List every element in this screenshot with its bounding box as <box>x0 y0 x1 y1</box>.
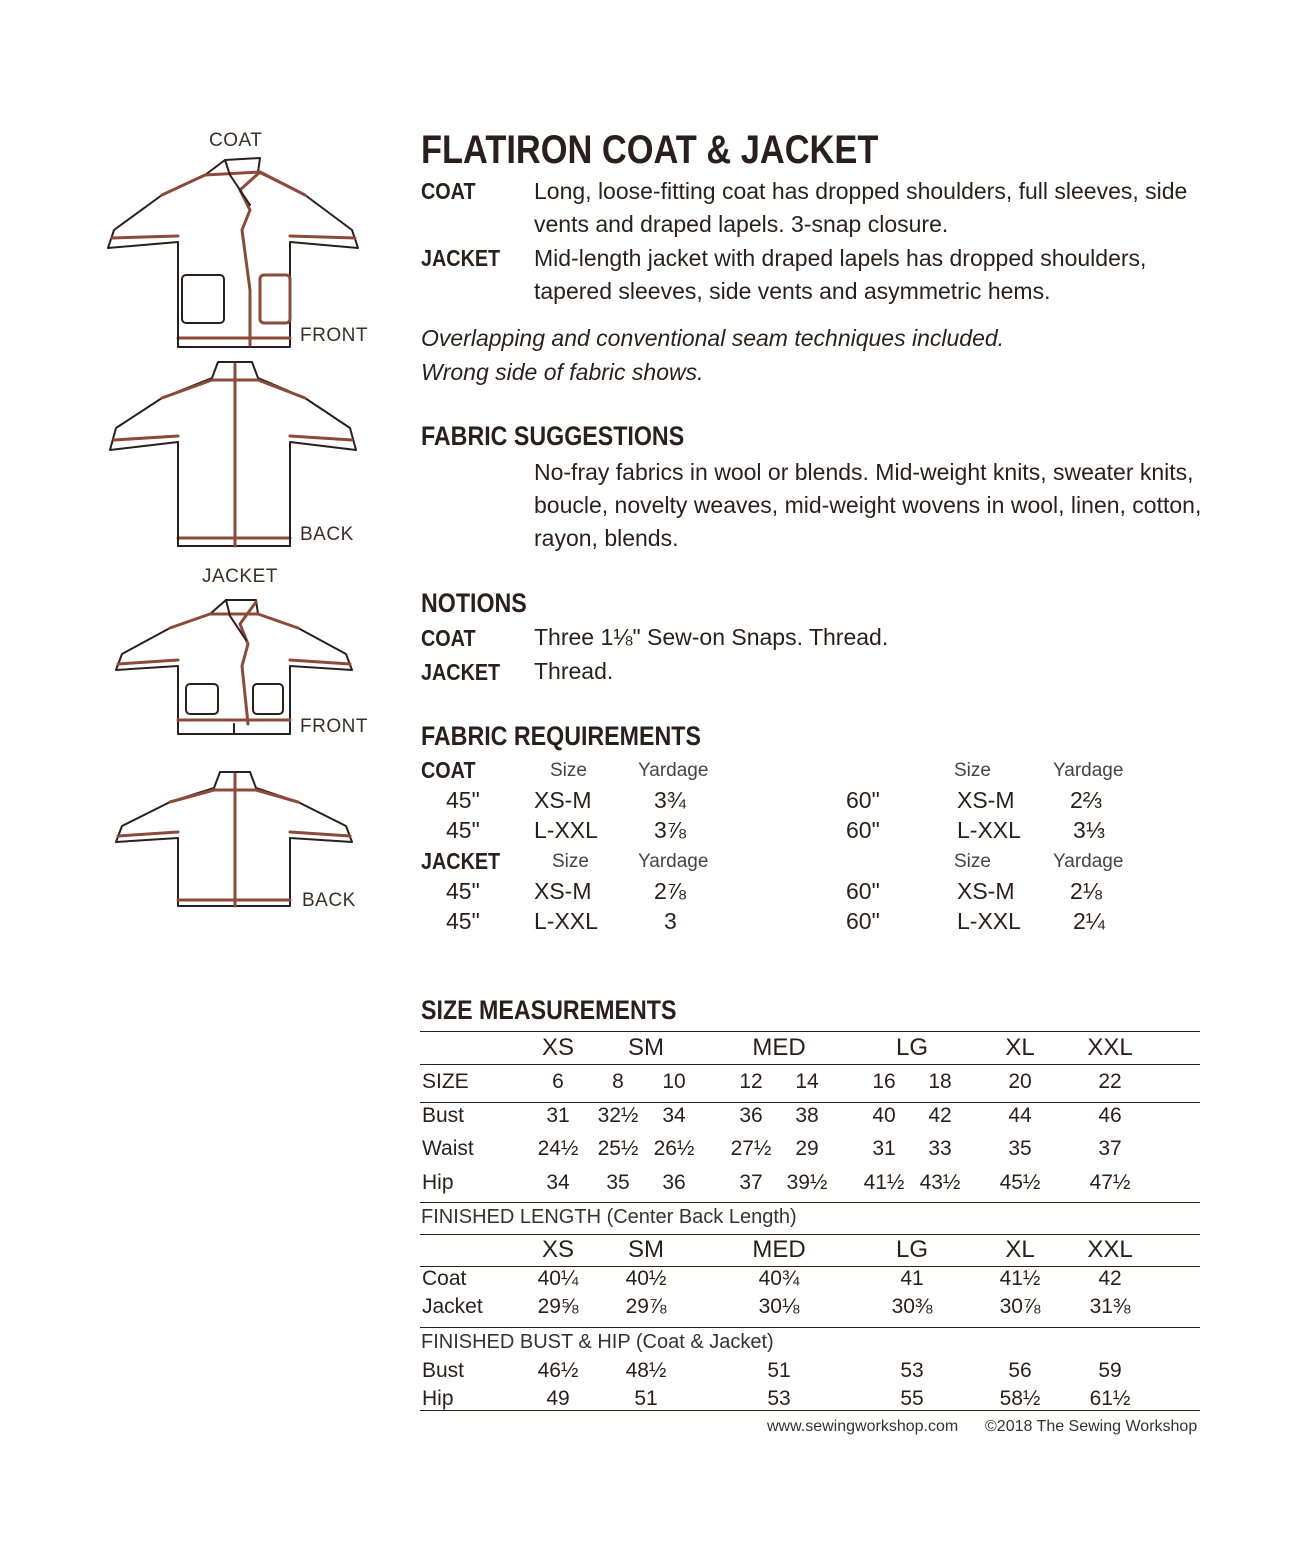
req-jacket-size: XS-M <box>534 878 592 904</box>
table-cell: 6 <box>552 1070 564 1093</box>
size-group: XS <box>541 1034 575 1061</box>
table-cell: 42 <box>1098 1267 1122 1290</box>
finished-bust-hip-title: FINISHED BUST & HIP (Coat & Jacket) <box>421 1331 774 1353</box>
req-coat-width: 45" <box>446 817 480 843</box>
table-row <box>420 1387 1200 1417</box>
page-title: FLATIRON COAT & JACKET <box>421 128 879 172</box>
table-row <box>420 1359 1200 1389</box>
coat-back-label: BACK <box>300 524 354 545</box>
table-cell: 51 <box>634 1387 658 1410</box>
req-coat-size: L-XXL <box>534 817 598 843</box>
table-cell: 53 <box>767 1387 791 1410</box>
notions-jacket-text: Thread. <box>534 658 614 684</box>
req-coat-size-60: XS-M <box>957 787 1015 813</box>
jacket-description <box>534 242 1146 308</box>
req-jacket-yardage-header-60: Yardage <box>1053 851 1124 872</box>
table-cell: 30⅞ <box>999 1295 1041 1318</box>
table-cell: 22 <box>1098 1070 1122 1093</box>
table-cell: 38 <box>795 1104 819 1127</box>
table-cell: 56 <box>1008 1359 1032 1382</box>
notions-jacket-label: JACKET <box>421 659 501 685</box>
table-cell: 30⅛ <box>758 1295 800 1318</box>
table-cell: 31⅜ <box>1089 1295 1131 1318</box>
req-coat-width-60: 60" <box>846 787 880 813</box>
row-label: Coat <box>422 1267 467 1290</box>
row-label: Hip <box>422 1387 454 1410</box>
table-rule <box>420 1031 1200 1032</box>
req-coat-size-header: Size <box>550 760 587 781</box>
table-rule <box>420 1202 1200 1203</box>
req-coat-yardage-header-60: Yardage <box>1053 760 1124 781</box>
req-coat-yardage-header: Yardage <box>638 760 709 781</box>
req-coat-yardage: 3¾ <box>654 787 686 813</box>
jacket-desc-line-2: tapered sleeves, side vents and asymmetric hems. <box>534 278 1051 304</box>
table-cell: 44 <box>1008 1104 1032 1127</box>
table-cell: 14 <box>795 1070 819 1093</box>
row-label: Bust <box>422 1104 465 1127</box>
table-cell: 35 <box>1008 1137 1032 1160</box>
fabric-suggestions-line-1: No-fray fabrics in wool or blends. Mid-weight knits, sweater knits, <box>534 459 1194 485</box>
footer-website[interactable]: www.sewingworkshop.com <box>767 1418 959 1435</box>
size-group: LG <box>895 1034 929 1061</box>
table-cell: 40 <box>872 1104 896 1127</box>
req-jacket-yardage-60: 2⅛ <box>1070 878 1102 904</box>
table-cell: 30⅜ <box>891 1295 933 1318</box>
table-row <box>420 1137 1200 1167</box>
table-cell: 42 <box>928 1104 952 1127</box>
table-cell: 61½ <box>1089 1387 1131 1410</box>
req-jacket-width-60: 60" <box>846 908 880 934</box>
req-jacket-yardage-header: Yardage <box>638 851 709 872</box>
table-cell: 20 <box>1008 1070 1032 1093</box>
req-jacket-yardage: 3 <box>664 908 677 934</box>
req-jacket-width: 45" <box>446 878 480 904</box>
coat-desc-label: COAT <box>421 178 476 204</box>
jacket-front-label: FRONT <box>300 716 368 737</box>
table-cell: 43½ <box>919 1171 961 1194</box>
table-cell: 46 <box>1098 1104 1122 1127</box>
table-rule <box>420 1234 1200 1235</box>
technique-notes <box>421 321 1004 389</box>
table-cell: 59 <box>1098 1359 1122 1382</box>
coat-label: COAT <box>209 130 263 151</box>
fabric-suggestions-text <box>534 456 1201 555</box>
notes-line-1: Overlapping and conventional seam techniques included. <box>421 325 1005 351</box>
req-coat-size-header-60: Size <box>954 760 991 781</box>
table-row <box>420 1295 1200 1325</box>
size-group: XS <box>541 1236 575 1263</box>
table-rule <box>420 1102 1200 1103</box>
size-group: XL <box>1005 1034 1035 1061</box>
req-coat-label: COAT <box>421 757 476 783</box>
size-group: XL <box>1005 1236 1035 1263</box>
notions-coat-text: Three 1⅛" Sew-on Snaps. Thread. <box>534 624 889 650</box>
size-group: LG <box>895 1236 929 1263</box>
coat-back-drawing <box>100 358 370 550</box>
notes-line-2: Wrong side of fabric shows. <box>421 359 704 385</box>
req-jacket-yardage: 2⅞ <box>654 878 686 904</box>
size-group: XXL <box>1087 1034 1133 1061</box>
req-jacket-label: JACKET <box>421 848 501 874</box>
table-cell: 31 <box>546 1104 570 1127</box>
table-cell: 46½ <box>537 1359 579 1382</box>
table-cell: 29 <box>795 1137 819 1160</box>
jacket-desc-line-1: Mid-length jacket with draped lapels has dropped shoulders, <box>534 245 1147 271</box>
table-row <box>420 1171 1200 1201</box>
table-cell: 8 <box>612 1070 624 1093</box>
table-cell: 49 <box>546 1387 570 1410</box>
table-cell: 25½ <box>597 1137 639 1160</box>
finished-length-title: FINISHED LENGTH (Center Back Length) <box>421 1206 797 1228</box>
table-cell: 39½ <box>786 1171 828 1194</box>
jacket-desc-label: JACKET <box>421 245 501 271</box>
table-cell: 40¾ <box>758 1267 800 1290</box>
coat-desc-line-2: vents and draped lapels. 3-snap closure. <box>534 211 949 237</box>
table-cell: 12 <box>739 1070 763 1093</box>
req-jacket-size-60: XS-M <box>957 878 1015 904</box>
table-cell: 45½ <box>999 1171 1041 1194</box>
req-coat-yardage: 3⅞ <box>654 817 686 843</box>
table-cell: 33 <box>928 1137 952 1160</box>
size-group-header-row <box>420 1034 1200 1064</box>
size-group: SM <box>628 1034 664 1061</box>
table-cell: 18 <box>928 1070 952 1093</box>
size-group: MED <box>752 1034 806 1061</box>
jacket-back-label: BACK <box>302 890 356 911</box>
table-cell: 41½ <box>999 1267 1041 1290</box>
table-rule <box>420 1327 1200 1328</box>
size-group: XXL <box>1087 1236 1133 1263</box>
table-cell: 32½ <box>597 1104 639 1127</box>
req-jacket-width-60: 60" <box>846 878 880 904</box>
row-label: Jacket <box>422 1295 483 1318</box>
req-coat-size: XS-M <box>534 787 592 813</box>
req-coat-width-60: 60" <box>846 817 880 843</box>
table-cell: 29⅞ <box>625 1295 667 1318</box>
table-cell: 34 <box>546 1171 570 1194</box>
req-coat-yardage-60: 3⅓ <box>1073 817 1105 843</box>
coat-desc-line-1: Long, loose-fitting coat has dropped shoulders, full sleeves, side <box>534 178 1188 204</box>
row-label: SIZE <box>422 1070 469 1093</box>
notions-heading: NOTIONS <box>421 588 527 618</box>
table-cell: 27½ <box>730 1137 772 1160</box>
req-jacket-width: 45" <box>446 908 480 934</box>
table-row <box>420 1104 1200 1134</box>
coat-front-label: FRONT <box>300 325 368 346</box>
table-cell: 16 <box>872 1070 896 1093</box>
table-cell: 36 <box>739 1104 763 1127</box>
finished-length-header-row <box>420 1236 1200 1266</box>
table-cell: 53 <box>900 1359 924 1382</box>
table-cell: 37 <box>1098 1137 1122 1160</box>
table-cell: 40¼ <box>537 1267 579 1290</box>
fabric-suggestions-heading: FABRIC SUGGESTIONS <box>421 421 685 451</box>
table-cell: 36 <box>662 1171 686 1194</box>
table-cell: 31 <box>872 1137 896 1160</box>
req-coat-width: 45" <box>446 787 480 813</box>
fabric-suggestions-line-3: rayon, blends. <box>534 525 679 551</box>
notions-coat-label: COAT <box>421 625 476 651</box>
table-row <box>420 1267 1200 1297</box>
coat-description <box>534 175 1187 241</box>
table-rule <box>420 1410 1200 1411</box>
footer-copyright: ©2018 The Sewing Workshop <box>985 1418 1198 1435</box>
table-cell: 58½ <box>999 1387 1041 1410</box>
row-label: Waist <box>422 1137 474 1160</box>
size-measurements-heading: SIZE MEASUREMENTS <box>421 995 677 1025</box>
table-cell: 40½ <box>625 1267 667 1290</box>
table-cell: 29⅝ <box>537 1295 579 1318</box>
table-cell: 55 <box>900 1387 924 1410</box>
table-cell: 48½ <box>625 1359 667 1382</box>
req-coat-size-60: L-XXL <box>957 817 1021 843</box>
coat-front-drawing <box>100 150 370 350</box>
table-cell: 24½ <box>537 1137 579 1160</box>
req-jacket-size-header: Size <box>552 851 589 872</box>
table-cell: 37 <box>739 1171 763 1194</box>
row-label: Hip <box>422 1171 454 1194</box>
jacket-back-drawing <box>108 768 363 910</box>
table-rule <box>420 1064 1200 1065</box>
table-cell: 41 <box>900 1267 924 1290</box>
table-cell: 26½ <box>653 1137 695 1160</box>
table-cell: 41½ <box>863 1171 905 1194</box>
table-row <box>420 1070 1200 1100</box>
table-cell: 47½ <box>1089 1171 1131 1194</box>
table-cell: 35 <box>606 1171 630 1194</box>
req-jacket-size-header-60: Size <box>954 851 991 872</box>
jacket-label: JACKET <box>202 566 278 587</box>
req-coat-yardage-60: 2⅔ <box>1070 787 1102 813</box>
req-jacket-yardage-60: 2¼ <box>1073 908 1105 934</box>
table-cell: 34 <box>662 1104 686 1127</box>
size-group: MED <box>752 1236 806 1263</box>
req-jacket-size: L-XXL <box>534 908 598 934</box>
table-cell: 10 <box>662 1070 686 1093</box>
row-label: Bust <box>422 1359 465 1382</box>
table-cell: 51 <box>767 1359 791 1382</box>
fabric-requirements-heading: FABRIC REQUIREMENTS <box>421 721 701 751</box>
size-group: SM <box>628 1236 664 1263</box>
fabric-suggestions-line-2: boucle, novelty weaves, mid-weight wovens in wool, linen, cotton, <box>534 492 1202 518</box>
req-jacket-size-60: L-XXL <box>957 908 1021 934</box>
